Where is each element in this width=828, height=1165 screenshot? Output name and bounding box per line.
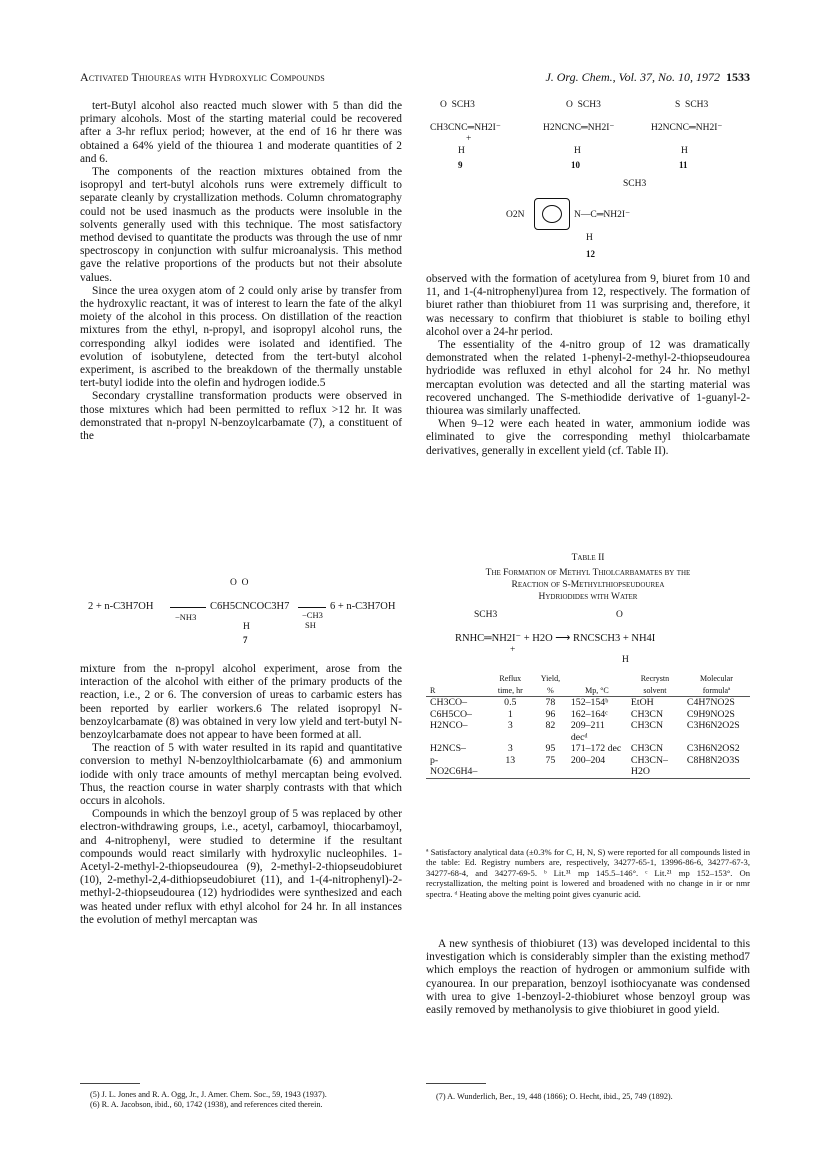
structure-11-top: S SCH3 <box>675 100 709 110</box>
running-header-journal <box>545 70 750 85</box>
table-cell: 13 <box>505 754 516 766</box>
table-cell: 82 <box>545 720 556 731</box>
structure-9-h: H <box>458 146 465 156</box>
right-column-lower <box>426 938 750 1017</box>
table-cell: 95 <box>545 743 556 754</box>
page-number: 1533 <box>726 70 750 84</box>
left-column-upper <box>80 100 402 443</box>
table-equation: RNHC═NH2I⁻ + H2O ⟶ RNCSCH3 + NH4I <box>455 633 656 644</box>
col-header: Mp, °C <box>567 673 627 697</box>
footnote-7: (7) A. Wunderlich, Ber., 19, 448 (1866); O. Hecht, ibid., 25, 749 (1892). <box>436 1092 673 1101</box>
table-cell: 3 <box>507 743 513 754</box>
table-title-line: Reaction of S-Methylthiopseudourea <box>511 580 665 590</box>
paragraph: A new synthesis of thiobiuret (13) was developed incidental to this investigation which is considerably simpler than the existing method7 which employs the reaction of hydrogen or ammonium sulfide with cyanourea. In our preparation, benzoyl isothiocyanate was condensed with urea to give 1-benzoyl-2-thiobiuret whose benzoyl group was easily removed by methanolysis to give thiobiuret in good yield. <box>426 938 750 1017</box>
scheme-back-condition-top: −CH3 <box>302 610 323 620</box>
structure-10-top: O SCH3 <box>566 100 601 110</box>
table-cell: 209–211 decᵈ <box>570 720 605 743</box>
scheme-right: 6 + n-C3H7OH <box>330 601 396 612</box>
table-cell: H2NCO– <box>430 720 468 731</box>
structure-9-charge: + <box>466 134 472 144</box>
table-cell: 75 <box>545 754 556 766</box>
table-cell: 200–204 <box>570 754 606 766</box>
structure-label-10: 10 <box>571 160 580 170</box>
table-row <box>426 697 750 709</box>
table-row <box>426 743 750 755</box>
table-footnote: ª Satisfactory analytical data (±0.3% for C, H, N, S) were reported for all compounds listed in the table: Ed. Registry numbers are, respectively, 34277-65-1, 13996-86-6, 34277-67-3, 34277-68-4, and 34277-69-5. ᵇ Lit.³¹ mp 145.5–146°. ᶜ Lit.²¹ mp 152–153°. On recrystallization, the melting point is lowered and broadened with no change in ir or nmr spectra. ᵈ Heating above the melting point gives cyanuric acid. <box>426 847 750 899</box>
structure-label-11: 11 <box>679 160 688 170</box>
right-column-upper <box>426 273 750 458</box>
table-cell: C3H6N2O2S <box>686 720 740 731</box>
table-cell: C9H9NO2S <box>686 708 735 720</box>
paragraph: Compounds in which the benzoyl group of 5 was replaced by other electron-withdrawing groups, i.e., acetyl, carbamoyl, thiocarbamoyl, and 4-nitrophenyl, were studied to determine if the resultant compounds would react similarly with hydroxylic nucleophiles. 1-Acetyl-2-methyl-2-thiopseudourea (9), 2-methyl-2-thiopseudobiuret (10), 2-methyl-2,4-dithiopseudobiuret (11), and 1-(4-nitrophenyl)-2-methyl-2-thiopseudourea (12) hydriodides were synthesized and each was heated under reflux with ethyl alcohol for 24 hr. In all instances the evolution of methyl mercaptan was <box>80 808 402 926</box>
scheme-back-arrow <box>298 607 326 608</box>
scheme-nh: H <box>243 622 250 632</box>
structure-9: CH3CNC═NH2I⁻ <box>430 123 501 133</box>
table-title-line: Hydriodides with Water <box>538 592 638 602</box>
table-cell: 152–154ᵇ <box>570 697 609 708</box>
table-row <box>426 755 750 779</box>
table-title-line: The Formation of Methyl Thiolcarbamates by the <box>485 568 691 578</box>
table-label: Table II <box>571 553 605 563</box>
col-header: Molecular formulaª <box>683 673 750 697</box>
scheme-label-7: 7 <box>243 635 248 645</box>
table-cell: 3 <box>507 720 513 731</box>
paragraph: When 9–12 were each heated in water, ammonium iodide was eliminated to give the corresponding methyl thiolcarbamate derivatives, generally in excellent yield (cf. Table II). <box>426 418 750 457</box>
table-eq-charge: + <box>510 645 516 655</box>
footnotes-right <box>436 1092 750 1102</box>
structure-12-h: H <box>586 233 593 243</box>
scheme-reactant: 2 + n-C3H7OH <box>88 601 154 612</box>
structure-10: H2NCNC═NH2I⁻ <box>543 123 615 133</box>
structure-10-h: H <box>574 146 581 156</box>
table-eq-h: H <box>622 655 629 665</box>
scheme-back-condition-bottom: SH <box>305 620 316 630</box>
scheme-condition: −NH3 <box>175 612 197 622</box>
paragraph: tert-Butyl alcohol also reacted much slower with 5 than did the primary alcohols. Most of the starting material could be recovered after a 3-hr reflux period; however, at the end of 16 hr there was obtained a 64% yield of the thiourea 1 and moderate quantities of 2 and 6. <box>80 100 402 165</box>
table-cell: 162–164ᶜ <box>570 708 608 720</box>
table-cell: CH3CN <box>630 720 664 731</box>
table-cell: 78 <box>545 697 556 708</box>
scheme-carbonyls: O O <box>230 578 249 588</box>
journal-citation: J. Org. Chem., Vol. 37, No. 10, 1972 <box>545 70 720 84</box>
running-header-title: Activated Thioureas with Hydroxylic Compounds <box>80 70 325 84</box>
table-cell: 171–172 dec <box>570 743 622 754</box>
table-cell: p-NO2C6H4– <box>430 754 478 777</box>
table-cell: 1 <box>507 708 513 720</box>
footnotes-left <box>90 1090 402 1110</box>
paragraph: Secondary crystalline transformation products were observed in those mixtures which had been permitted to reflux >12 hr. It was demonstrated that n-propyl N-benzoylcarbamate (7), a constituent of the <box>80 390 402 443</box>
table-cell: C8H8N2O3S <box>686 754 740 766</box>
table-title <box>426 567 750 603</box>
table-cell: CH3CO– <box>430 697 468 708</box>
structure-11-h: H <box>681 146 688 156</box>
col-header: Yield, % <box>534 673 567 697</box>
col-header: Recrystn solvent <box>627 673 683 697</box>
paragraph: The reaction of 5 with water resulted in its rapid and quantitative conversion to methyl N-benzoylthiolcarbamate (6) and ammonium iodide with only trace amounts of methyl mercaptan being evolved. Thus, the reaction course in water sharply contrasts with that which occurs in alcohols. <box>80 742 402 808</box>
paragraph: The essentiality of the 4-nitro group of 12 was dramatically demonstrated when the related 1-phenyl-2-methyl-2-thiopseudourea hydriodide was refluxed in ethyl alcohol for 24 hr. No methyl mercaptan evolution was detected and all the starting material was recovered unchanged. The S-methiodide derivative of 1-guanyl-2-thiourea was similarly unaffected. <box>426 339 750 418</box>
table-cell: C3H6N2OS2 <box>686 743 740 754</box>
table-cell: CH3CN–H2O <box>630 754 668 777</box>
footnote-rule <box>426 1083 486 1084</box>
footnote-5: (5) J. L. Jones and R. A. Ogg, Jr., J. Amer. Chem. Soc., 59, 1943 (1937). <box>90 1090 327 1099</box>
footnote-rule <box>80 1083 140 1084</box>
scheme-product: C6H5CNCOC3H7 <box>210 601 290 612</box>
structure-12-nitro: O2N <box>506 210 525 220</box>
col-header: Reflux time, hr <box>487 673 534 697</box>
table-cell: H2NCS– <box>430 743 466 754</box>
paragraph: Since the urea oxygen atom of 2 could only arise by transfer from the hydroxylic reactant, it was of interest to learn the fate of the alkyl moiety of the alcohol in this process. On distillation of the reaction mixtures from the ethyl, n-propyl, and isopropyl alcohol runs, the corresponding alkyl iodides were isolated and identified. The evolution of isobutylene, detected from the tert-butyl alcohol experiment, is ascribed to the breakdown of the thermally unstable tert-butyl iodide into the olefin and hydrogen iodide.5 <box>80 284 402 390</box>
table-row <box>426 720 750 743</box>
table-header-row <box>426 673 750 697</box>
table-row <box>426 709 750 721</box>
footnote-6: (6) R. A. Jacobson, ibid., 60, 1742 (1938), and references cited therein. <box>90 1100 323 1109</box>
structure-12: N—C═NH2I⁻ <box>574 210 631 220</box>
left-column-lower <box>80 663 402 927</box>
paragraph: observed with the formation of acetylurea from 9, biuret from 10 and 11, and 1-(4-nitrophenyl)urea from 12, respectively. The formation of biuret rather than thiobiuret from 11 was surprising and, therefore, it was necessary to confirm that thiobiuret is stable to boiling ethyl alcohol over a 24-hr period. <box>426 273 750 338</box>
table-cell: C4H7NO2S <box>686 697 735 708</box>
paragraph: mixture from the n-propyl alcohol experiment, arose from the interaction of the alcohol with either of the primary products of the reaction, i.e., 2 or 6. The conversion of ureas to carbamic esters has been reported by earlier workers.6 The related isopropyl N-benzoylcarbamate (8) was obtained in very low yield and tert-butyl N-benzoylcarbamate does not appear to have been formed at all. <box>80 663 402 742</box>
table-cell: C6H5CO– <box>430 708 472 720</box>
table-cell: 96 <box>545 708 556 720</box>
structure-11: H2NCNC═NH2I⁻ <box>651 123 723 133</box>
table-cell: CH3CN <box>630 743 664 754</box>
table-cell: EtOH <box>630 697 654 708</box>
data-table <box>426 673 750 779</box>
paragraph: The components of the reaction mixtures obtained from the isopropyl and tert-butyl alcohols runs were extremely difficult to separate cleanly by crystallization methods. Column chromatography could not be used inasmuch as the products were insoluble in the solvents generally used with this technique. The most satisfactory method devised to quantitate the products was through the use of nmr spectroscopy in conjunction with sulfur microanalysis. This method gave the relative proportions of the products but not their absolute values. <box>80 166 402 284</box>
table-eq-carbonyl: O <box>616 610 623 620</box>
table-cell: CH3CN <box>630 708 664 720</box>
table-eq-sch3: SCH3 <box>474 610 498 620</box>
structure-label-9: 9 <box>458 160 463 170</box>
scheme-forward-arrow <box>170 607 206 608</box>
structure-label-12: 12 <box>586 249 595 259</box>
structure-9-top: O SCH3 <box>440 100 475 110</box>
aromatic-circle-icon <box>542 205 562 223</box>
table-cell: 0.5 <box>504 697 517 708</box>
col-header: R <box>426 673 487 697</box>
structure-12-sch3: SCH3 <box>623 179 647 189</box>
